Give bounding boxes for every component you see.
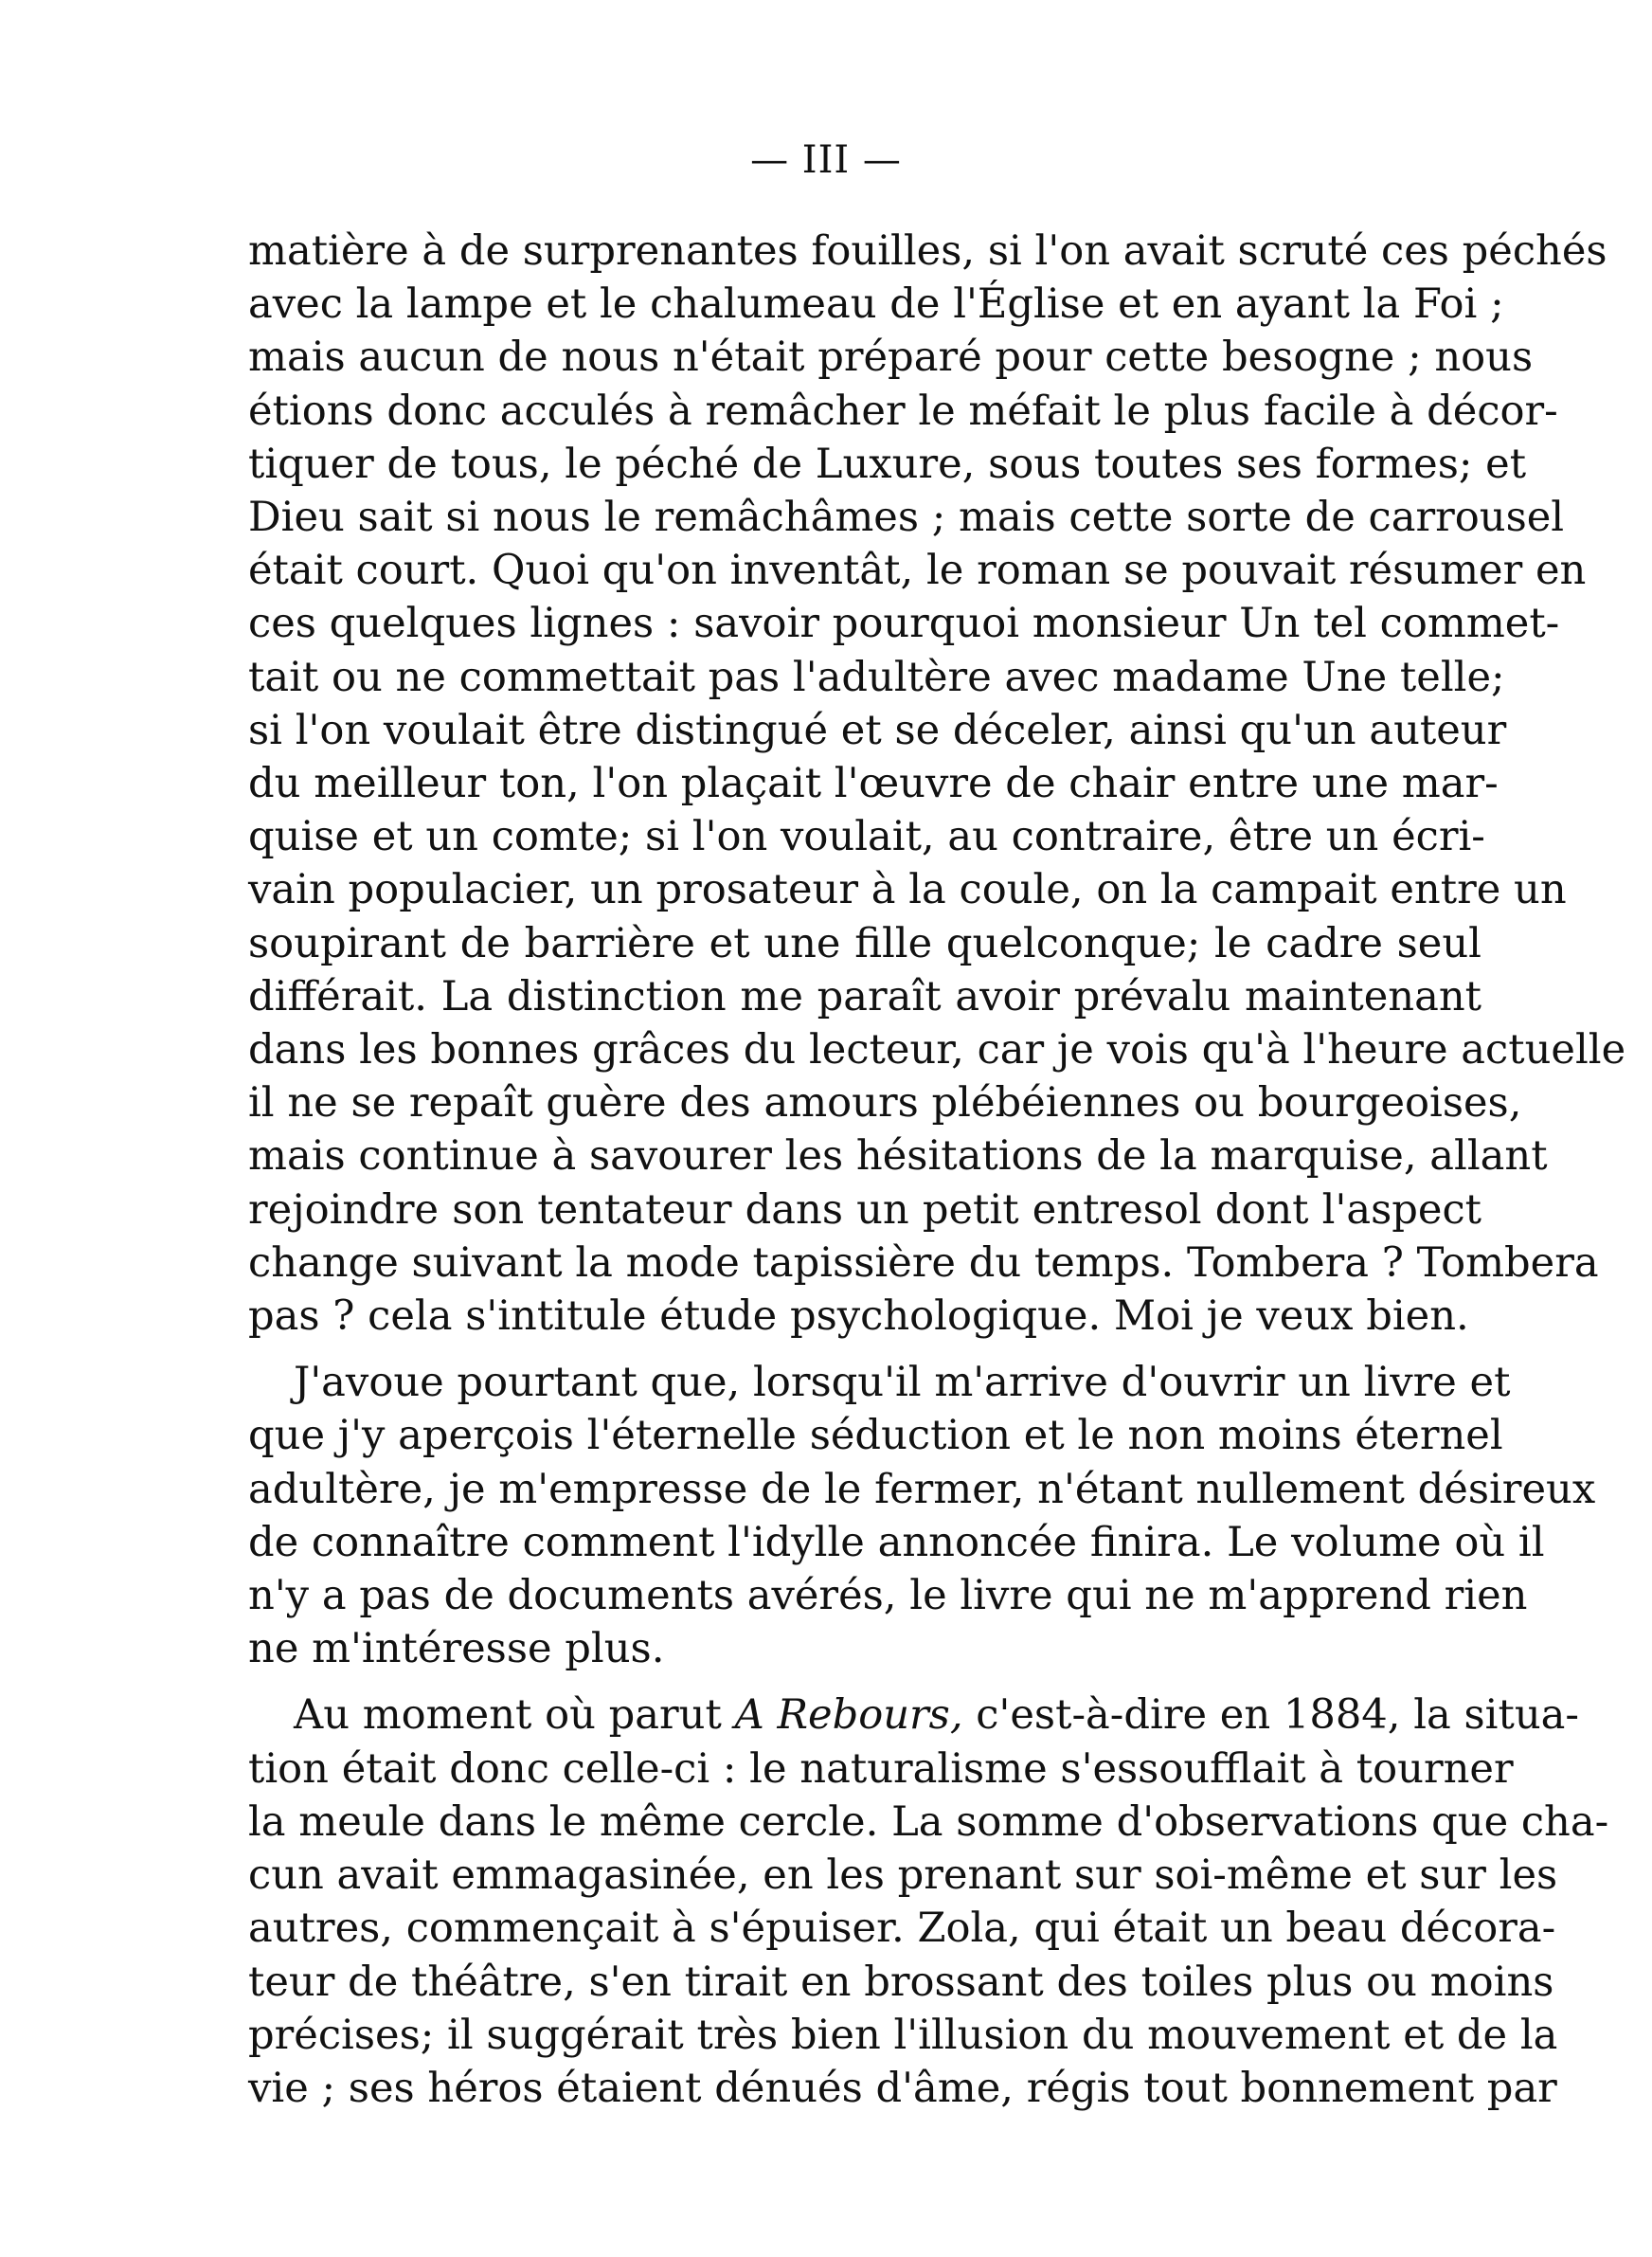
text-line: quise et un comte; si l'on voulait, au contraire, être un écri-	[248, 813, 1485, 861]
text-line: rejoindre son tentateur dans un petit entresol dont l'aspect	[248, 1185, 1481, 1234]
text-line: tiquer de tous, le péché de Luxure, sous toutes ses formes; et	[248, 440, 1527, 488]
text-line: J'avoue pourtant que, lorsqu'il m'arrive d'ouvrir un livre et	[294, 1359, 1511, 1407]
text-line: dans les bonnes grâces du lecteur, car je vois qu'à l'heure actuelle	[248, 1026, 1626, 1074]
text-line: cun avait emmagasinée, en les prenant sur soi-même et sur les	[248, 1851, 1558, 1900]
text-line: tion était donc celle-ci : le naturalisme s'essoufflait à tourner	[248, 1744, 1514, 1793]
text-line: ne m'intéresse plus.	[248, 1625, 665, 1673]
text-line: mais aucun de nous n'était préparé pour cette besogne ; nous	[248, 334, 1534, 382]
text-line: était court. Quoi qu'on inventât, le roman se pouvait résumer en	[248, 547, 1587, 595]
text-line: Dieu sait si nous le remâchâmes ; mais cette sorte de carrousel	[248, 494, 1565, 542]
page-number: — III —	[750, 138, 902, 182]
text-line: étions donc acculés à remâcher le méfait le plus facile à décor-	[248, 387, 1558, 435]
text-line: la meule dans le même cercle. La somme d'observations que cha-	[248, 1797, 1609, 1846]
text-line: n'y a pas de documents avérés, le livre qui ne m'apprend rien	[248, 1572, 1528, 1620]
text-line: avec la lampe et le chalumeau de l'Église et en ayant la Foi ;	[248, 280, 1504, 329]
text-line: change suivant la mode tapissière du temps. Tombera ? Tombera	[248, 1238, 1599, 1287]
book-title: A Rebours,	[734, 1691, 963, 1740]
text-line: du meilleur ton, l'on plaçait l'œuvre de chair entre une mar-	[248, 760, 1499, 808]
text-segment: Au moment où parut	[294, 1691, 735, 1740]
text-line-first	[248, 1688, 1580, 1742]
paragraph-3	[248, 1688, 1609, 2115]
body-text	[248, 225, 1626, 2115]
paragraph-2	[248, 1356, 1596, 1675]
text-line: autres, commençait à s'épuiser. Zola, qui était un beau décora-	[248, 1905, 1556, 1953]
text-line: ces quelques lignes : savoir pourquoi monsieur Un tel commet-	[248, 600, 1560, 648]
text-line: précises; il suggérait très bien l'illusion du mouvement et de la	[248, 2011, 1558, 2059]
paragraph-1	[248, 225, 1626, 1343]
text-line: que j'y aperçois l'éternelle séduction et le non moins éternel	[248, 1412, 1503, 1460]
text-line: différait. La distinction me paraît avoir prévalu maintenant	[248, 972, 1481, 1020]
text-line: soupirant de barrière et une fille quelconque; le cadre seul	[248, 919, 1481, 967]
text-line: si l'on voulait être distingué et se déceler, ainsi qu'un auteur	[248, 706, 1507, 754]
text-line: il ne se repaît guère des amours plébéiennes ou bourgeoises,	[248, 1079, 1522, 1128]
text-line: teur de théâtre, s'en tirait en brossant des toiles plus ou moins	[248, 1958, 1554, 2006]
text-line: pas ? cela s'intitule étude psychologique. Moi je veux bien.	[248, 1292, 1469, 1341]
text-line: matière à de surprenantes fouilles, si l'on avait scruté ces péchés	[248, 227, 1607, 275]
text-line: vain populacier, un prosateur à la coule, on la campait entre un	[248, 866, 1567, 914]
text-line: vie ; ses héros étaient dénués d'âme, régis tout bonnement par	[248, 2064, 1557, 2112]
text-segment: c'est-à-dire en 1884, la situa-	[962, 1691, 1580, 1740]
text-line: adultère, je m'empresse de le fermer, n'étant nullement désireux	[248, 1465, 1596, 1513]
text-line: tait ou ne commettait pas l'adultère avec madame Une telle;	[248, 653, 1505, 701]
text-line: de connaître comment l'idylle annoncée finira. Le volume où il	[248, 1518, 1545, 1566]
text-line: mais continue à savourer les hésitations de la marquise, allant	[248, 1132, 1548, 1181]
